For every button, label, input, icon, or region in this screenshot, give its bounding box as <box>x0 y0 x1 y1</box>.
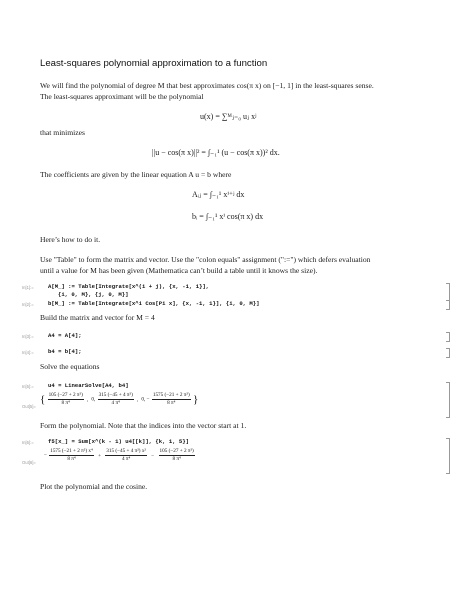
in3-label: In[3]:= <box>22 334 34 339</box>
in4-label: In[4]:= <box>22 350 34 355</box>
coefficients-text: The coefficients are given by the linear equation A u = b where <box>40 170 232 179</box>
in6-code[interactable]: f5[x_] = Sum[x^(k - 1) u4[[k]], {k, 1, 5}] <box>48 438 189 445</box>
build-text: Build the matrix and vector for M = 4 <box>40 313 155 322</box>
out5-zero-1: 0, <box>91 396 96 403</box>
out5-open-brace: { <box>40 393 46 406</box>
intro-line-2: The least-squares approximant will be the polynomial <box>40 92 204 101</box>
out6-term-1: $\frac{\text{1575 (−21 + 2 π²) x⁴}}{\text{8 π⁴}}$ <box>50 448 93 462</box>
cell-bracket[interactable] <box>446 382 450 418</box>
equation-norm-minimize: ||u − cos(π x)||² = ∫₋₁¹ (u − cos(π x))² dx. <box>152 148 280 157</box>
out5-close-brace: } <box>192 393 199 406</box>
cell-bracket[interactable] <box>446 332 450 342</box>
out5-result: { $\frac{\text{105 (−27 + 2 π²)}}{\text{8 π⁴}}$ , 0, $\frac{\text{315 (−45 + 4 π²)}}{\text{4 π⁴}}$ , 0, − $\frac{\text{1575 (−21 + 2 π²)}}{\text{8 π⁴}}$ } <box>40 392 199 406</box>
form-polynomial-text: Form the polynomial. Note that the indices into the vector start at 1. <box>40 421 247 430</box>
equation-vector-b: bᵢ = ∫₋₁¹ xⁱ cos(π x) dx <box>192 212 264 221</box>
in5-label: In[5]:= <box>22 384 34 389</box>
heres-how-text: Here’s how to do it. <box>40 235 101 244</box>
in4-code[interactable]: b4 = b[4]; <box>48 348 82 355</box>
cell-bracket[interactable] <box>446 348 450 358</box>
out6-lead-sign: − <box>44 452 47 459</box>
out6-term-3: $\frac{\text{105 (−27 + 2 π²)}}{\text{8 π⁴}}$ <box>159 448 194 462</box>
in2-label: In[2]:= <box>22 302 34 307</box>
out5-term-2: $\frac{\text{315 (−45 + 4 π²)}}{\text{4 π⁴}}$ <box>98 392 133 406</box>
that-minimizes-text: that minimizes <box>40 128 85 137</box>
out5-term-3: $\frac{\text{1575 (−21 + 2 π²)}}{\text{8 π⁴}}$ <box>152 392 190 406</box>
solve-text: Solve the equations <box>40 362 100 371</box>
cell-bracket[interactable] <box>446 438 450 474</box>
equation-u-polynomial: u(x) = ∑ᴹⱼ₌₀ uⱼ xʲ <box>200 112 257 121</box>
out5-zero-2: 0, − <box>141 396 150 403</box>
out6-result <box>44 448 196 463</box>
out5-label: Out[5]= <box>22 404 36 409</box>
in1-code-line-2[interactable]: {i, 0, M}, {j, 0, M}] <box>58 291 129 298</box>
out6-minus: − <box>151 452 155 459</box>
in1-code-line-1[interactable]: A[M_] := Table[Integrate[x^(i + j), {x, -1, 1}], <box>48 283 210 290</box>
equation-matrix-a: Aᵢⱼ = ∫₋₁¹ xⁱ⁺ʲ dx <box>192 190 245 199</box>
in3-code[interactable]: A4 = A[4]; <box>48 332 82 339</box>
plot-text: Plot the polynomial and the cosine. <box>40 482 148 491</box>
page-title: Least-squares polynomial approximation to a function <box>40 58 268 69</box>
intro-line-1: We will find the polynomial of degree M that best approximates cos(π x) on [−1, 1] in the least-squares sense. <box>40 81 374 90</box>
in2-code[interactable]: b[M_] := Table[Integrate[x^i Cos[Pi x], {x, -1, 1}], {i, 0, M}] <box>48 300 260 307</box>
out6-term-2: $\frac{\text{315 (−45 + 4 π²) x²}}{\text{4 π⁴}}$ <box>106 448 146 462</box>
out5-term-1: $\frac{\text{105 (−27 + 2 π²)}}{\text{8 π⁴}}$ <box>48 392 83 406</box>
use-table-line-2: until a value for M has been given (Mathematica can’t build a table until it knows the size). <box>40 266 318 275</box>
in1-label: In[1]:= <box>22 285 34 290</box>
out6-label: Out[6]= <box>22 460 36 465</box>
cell-bracket[interactable] <box>446 300 450 310</box>
use-table-line-1: Use "Table" to form the matrix and vector. Use the "colon equals" assignment (":=") which defers evaluation <box>40 255 371 264</box>
in5-code[interactable]: u4 = LinearSolve[A4, b4] <box>48 382 129 389</box>
cell-bracket[interactable] <box>446 283 450 301</box>
in6-label: In[6]:= <box>22 440 34 445</box>
out6-plus: + <box>98 452 101 459</box>
